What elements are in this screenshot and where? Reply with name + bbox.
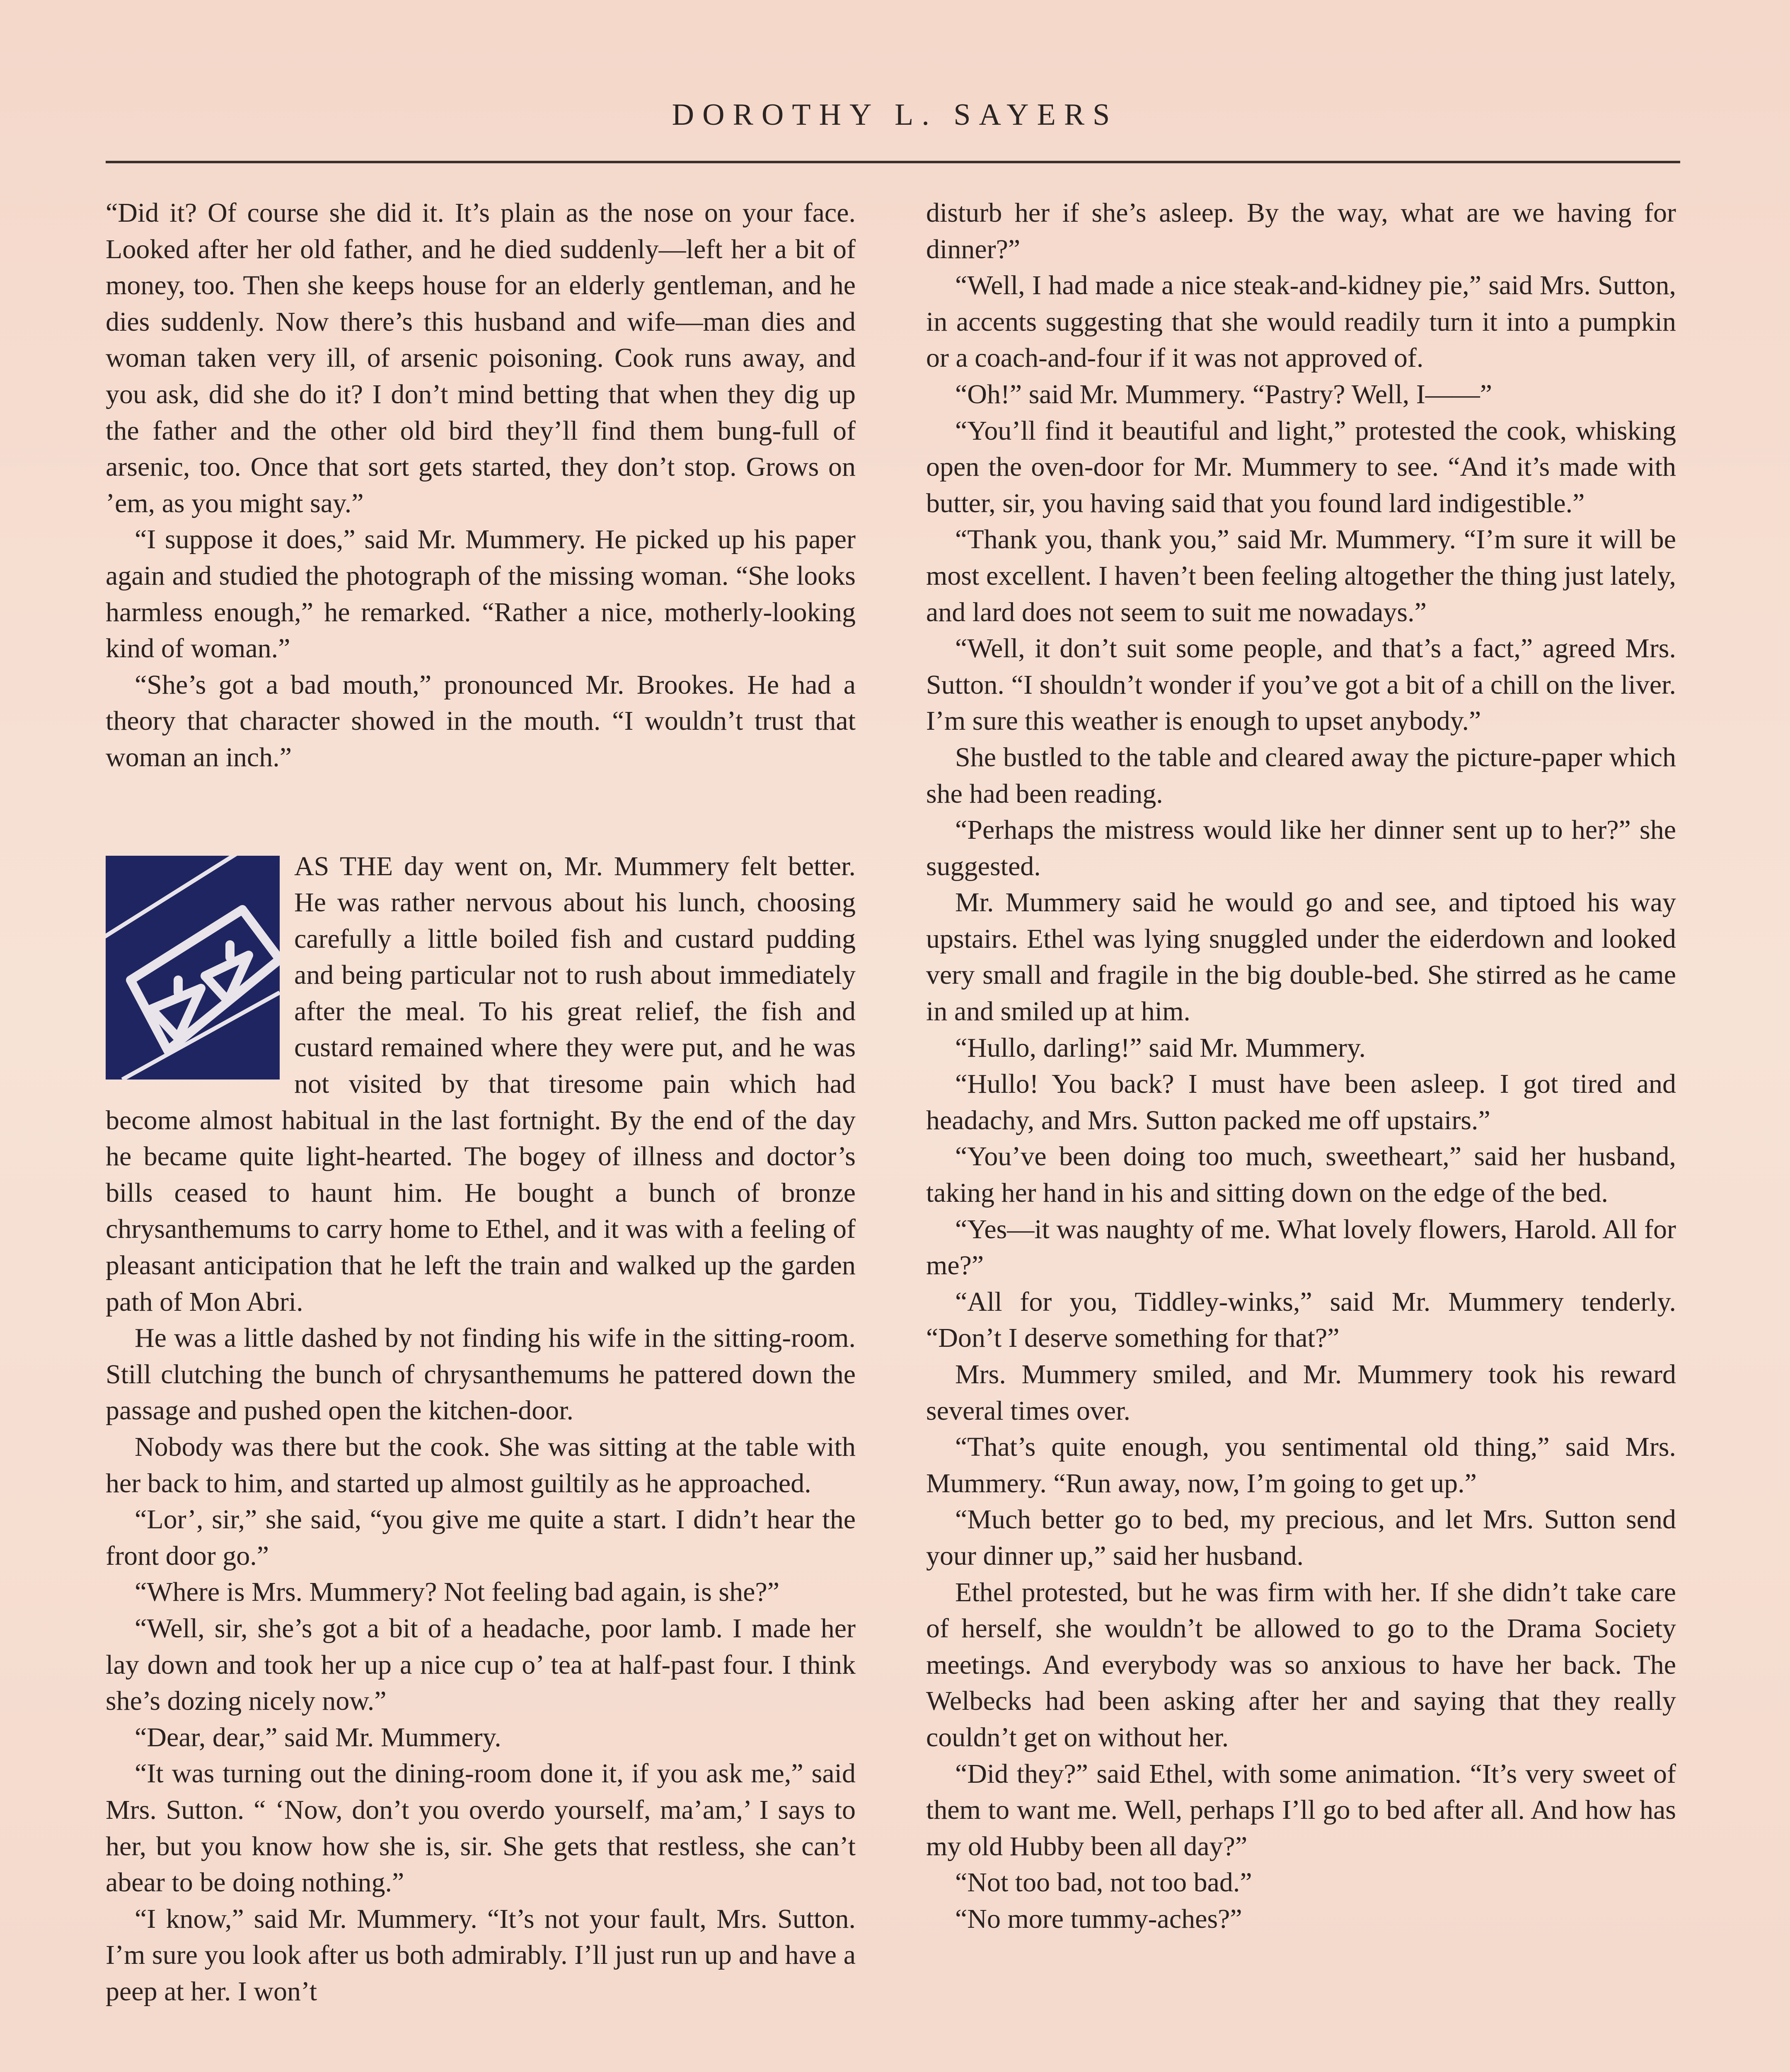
paragraph: “Did they?” said Ethel, with some animation. “It’s very sweet of them to want me. Well, perhaps I’ll go to bed after all. And how has my old Hubby been all day?” (926, 1758, 1676, 1861)
paragraph: “Not too bad, not too bad.” (955, 1867, 1252, 1898)
paragraph: She bustled to the table and cleared away the picture-paper which she had been reading. (926, 742, 1676, 809)
paragraph: “It was turning out the dining-room done it, if you ask me,” said Mrs. Sutton. “ ‘Now, don’t you overdo yourself, ma’am,’ I says to her, but you know how she is, sir. She gets that restless, she can’t abear to be doing nothing.” (106, 1758, 856, 1898)
paragraph: “Much better go to bed, my precious, and let Mrs. Sutton send your dinner up,” said her husband. (926, 1504, 1676, 1571)
paragraph: AS THE day went on, Mr. Mummery felt better. He was rather nervous about his lunch, choosing carefully a little boiled fish and custard pudding and being particular not to rush about immediately after the meal. To his great relief, the fish and custard remained where they were put, and he was not visited by that tiresome pain which had become almost habitual in the last fortnight. By the end of the day he became quite light-hearted. The bogey of illness and doctor’s bills ceased to haunt him. He bought a bunch of bronze chrysanthemums to carry home to Ethel, and it was with a feeling of pleasant anticipation that he left the train and walked up the garden path of Mon Abri. (106, 851, 856, 1317)
paragraph: “Thank you, thank you,” said Mr. Mummery. “I’m sure it will be most excellent. I haven’t been feeling altogether the thing just lately, and lard does not seem to suit me nowadays.” (926, 524, 1676, 627)
paragraph: “You’ve been doing too much, sweetheart,” said her husband, taking her hand in his and sitting down on the edge of the bed. (926, 1141, 1676, 1208)
paragraph: “Well, it don’t suit some people, and that’s a fact,” agreed Mrs. Sutton. “I shouldn’t wonder if you’ve got a bit of a chill on the liver. I’m sure this weather is enough to upset anybody.” (926, 633, 1676, 736)
paragraph: “I suppose it does,” said Mr. Mummery. He picked up his paper again and studied the photograph of the missing woman. “She looks harmless enough,” he remarked. “Rather a nice, motherly-looking kind of woman.” (106, 524, 856, 664)
paragraph: “Yes—it was naughty of me. What lovely flowers, Harold. All for me?” (926, 1214, 1676, 1281)
paragraph: “Where is Mrs. Mummery? Not feeling bad again, is she?” (135, 1577, 779, 1607)
paragraph: “Did it? Of course she did it. It’s plain as the nose on your face. Looked after her old father, and he died suddenly—left her a bit of money, too. Then she keeps house for an elderly gentleman, and he dies suddenly. Now there’s this husband and wife—man dies and woman taken very ill, of arsenic poisoning. Cook runs away, and you ask, did she do it? I don’t mind betting that when they dig up the father and the other old bird they’ll find them bung-full of arsenic, too. Once that sort gets started, they don’t stop. Grows on ’em, as you might say.” (106, 198, 856, 518)
paragraph: Mrs. Mummery smiled, and Mr. Mummery took his reward several times over. (926, 1359, 1676, 1426)
paragraph: “That’s quite enough, you sentimental old thing,” said Mrs. Mummery. “Run away, now, I’m going to get up.” (926, 1432, 1676, 1498)
paragraph: “Well, I had made a nice steak-and-kidney pie,” said Mrs. Sutton, in accents suggesting that she would readily turn it into a pumpkin or a coach-and-four if it was not approved of. (926, 270, 1676, 373)
paragraph: Nobody was there but the cook. She was sitting at the table with her back to him, and started up almost guiltily as he approached. (106, 1432, 856, 1498)
paragraph: “Perhaps the mistress would like her dinner sent up to her?” she suggested. (926, 815, 1676, 881)
left-column (106, 195, 856, 2010)
section-break (106, 776, 856, 848)
paragraph: “I know,” said Mr. Mummery. “It’s not your fault, Mrs. Sutton. I’m sure you look after us both admirably. I’ll just run up and have a peep at her. I won’t (106, 1903, 856, 2007)
paragraph: He was a little dashed by not finding his wife in the sitting-room. Still clutching the bunch of chrysanthemums he pattered down the passage and pushed open the kitchen-door. (106, 1323, 856, 1426)
paragraph: “Dear, dear,” said Mr. Mummery. (135, 1722, 501, 1752)
paragraph: “Lor’, sir,” she said, “you give me quite a start. I didn’t hear the front door go.” (106, 1504, 856, 1571)
paragraph: Ethel protested, but he was firm with her. If she didn’t take care of herself, she wouldn’t be allowed to go to the Drama Society meetings. And everybody was so anxious to have her back. The Welbecks had been asking after her and saying that they really couldn’t get on without her. (926, 1577, 1676, 1752)
right-column (926, 195, 1676, 1937)
paragraph: “You’ll find it beautiful and light,” protested the cook, whisking open the oven-door for Mr. Mummery to see. “And it’s made with butter, sir, you having said that you found lard indigestible.” (926, 415, 1676, 518)
paragraph: “Oh!” said Mr. Mummery. “Pastry? Well, I——” (955, 379, 1492, 409)
paragraph: disturb her if she’s asleep. By the way, what are we having for dinner?” (926, 198, 1676, 264)
paragraph: “Well, sir, she’s got a bit of a headache, poor lamb. I made her lay down and took her up a nice cup o’ tea at half-past four. I think she’s dozing nicely now.” (106, 1613, 856, 1716)
header-rule (106, 161, 1680, 163)
tray-illustration-icon (106, 856, 280, 1080)
paragraph: “She’s got a bad mouth,” pronounced Mr. Brookes. He had a theory that character showed in the mouth. “I wouldn’t trust that woman an inch.” (106, 669, 856, 772)
running-head: DOROTHY L. SAYERS (672, 98, 1118, 132)
paragraph: “Hullo! You back? I must have been asleep. I got tired and headachy, and Mrs. Sutton packed me off upstairs.” (926, 1069, 1676, 1135)
paragraph: “No more tummy-aches?” (955, 1903, 1242, 1934)
paragraph: Mr. Mummery said he would go and see, and tiptoed his way upstairs. Ethel was lying snuggled under the eiderdown and looked very small and fragile in the big double-bed. She stirred as he came in and smiled up at him. (926, 887, 1676, 1027)
paragraph: “All for you, Tiddley-winks,” said Mr. Mummery tenderly. “Don’t I deserve something for that?” (926, 1286, 1676, 1353)
paragraph: “Hullo, darling!” said Mr. Mummery. (955, 1032, 1366, 1063)
